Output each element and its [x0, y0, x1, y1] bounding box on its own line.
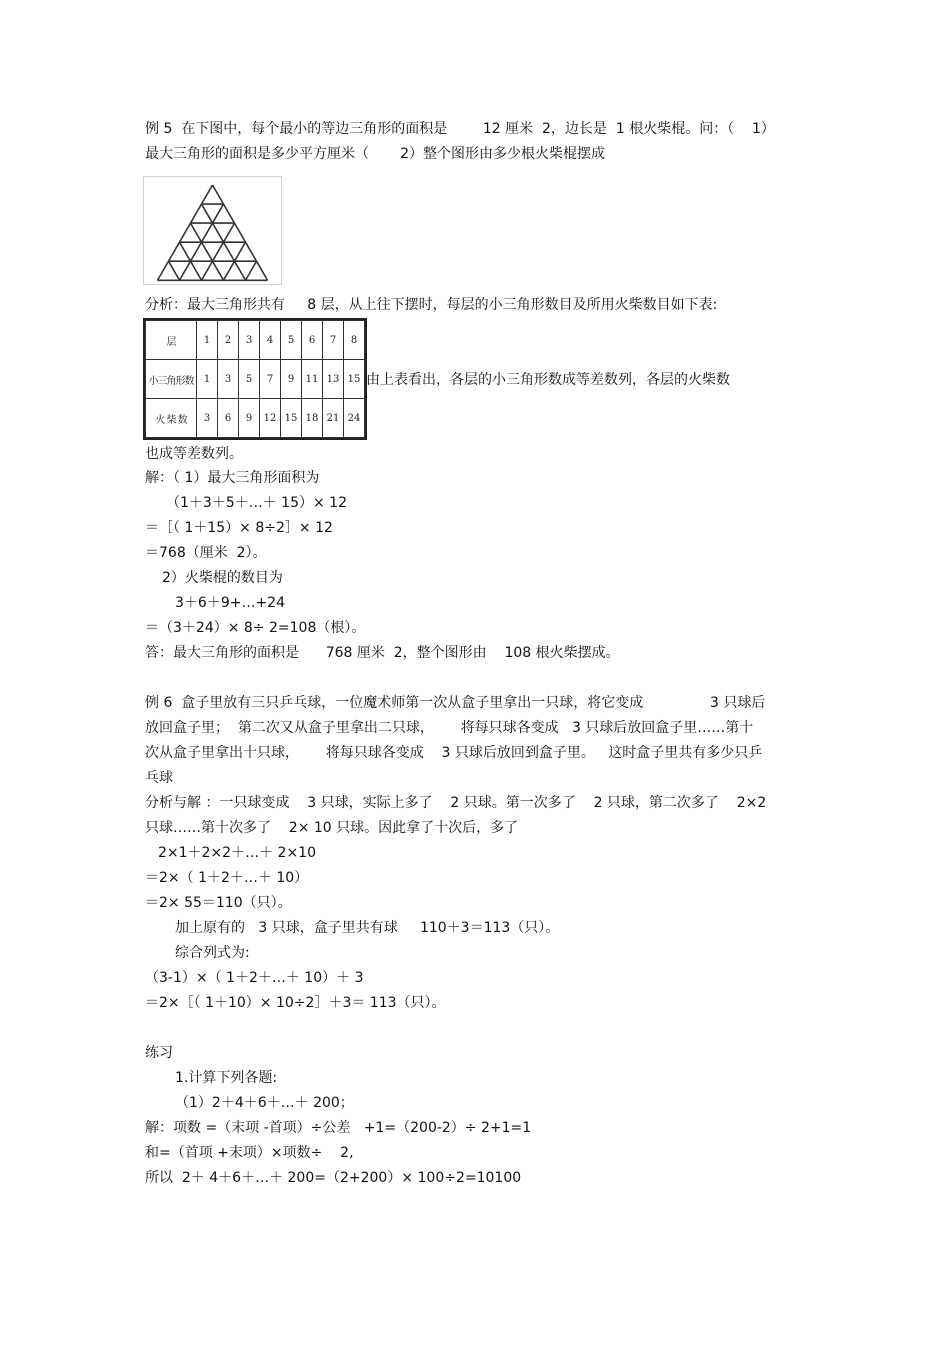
table-cell: 6 — [302, 321, 323, 360]
table-cell: 13 — [323, 360, 344, 399]
ex6-analysis: ＝2×［（ 1＋10）× 10÷2］＋3＝ 113（只）。 — [145, 995, 446, 1011]
solution-line: ＝［（ 1＋15）× 8÷2］× 12 — [145, 520, 333, 536]
table-cell: 1 — [197, 321, 218, 360]
practice-question: （1）2＋4＋6＋…＋ 200； — [175, 1095, 354, 1111]
practice-solution: 解：项数 =（末项 -首项）÷公差 +1=（200-2）÷ 2+1=1 — [145, 1120, 532, 1136]
table-cell: 15 — [344, 360, 365, 399]
ex6-analysis: ＝2×（ 1＋2＋…＋ 10） — [145, 870, 309, 886]
solution-line: （1＋3＋5＋…＋ 15）× 12 — [166, 495, 347, 511]
solution-line: 3＋6＋9+…+24 — [175, 595, 285, 611]
answer-line: 答：最大三角形的面积是 768 厘米 2，整个图形由 108 根火柴摆成。 — [145, 645, 620, 661]
table-cell: 5 — [281, 321, 302, 360]
table-cell: 24 — [344, 399, 365, 438]
table-cell: 3 — [239, 321, 260, 360]
matchstick-line — [246, 261, 257, 280]
ex6-line: 次从盒子里拿出十只球， 将每只球各变成 3 只球后放回到盒子里。 这时盒子里共有多少只乒 — [145, 745, 763, 761]
ex6-analysis: 加上原有的 3 只球，盒子里共有球 110＋3＝113（只）。 — [175, 920, 560, 936]
table-cell: 2 — [218, 321, 239, 360]
layer-table-grid — [145, 320, 365, 438]
solution-line: ＝（3＋24）× 8÷ 2=108（根）。 — [145, 620, 366, 636]
practice-item: 1.计算下列各题: — [175, 1070, 278, 1086]
table-cell: 3 — [218, 360, 239, 399]
matchstick-line — [213, 185, 268, 280]
table-cell: 5 — [239, 360, 260, 399]
table-cell: 11 — [302, 360, 323, 399]
table-note: 由上表看出，各层的小三角形数成等差数列，各层的火柴数 — [366, 372, 730, 388]
table-row-label: 层 — [146, 321, 197, 360]
ex6-analysis: （3-1）×（ 1＋2＋…＋ 10）＋ 3 — [145, 970, 364, 986]
ex6-line: 放回盒子里； 第二次又从盒子里拿出二只球， 将每只球各变成 3 只球后放回盒子里……第十 — [145, 720, 754, 736]
solution-line: ＝768（厘米 2）。 — [145, 545, 267, 561]
solution-line: 2）火柴棍的数目为 — [162, 570, 283, 586]
table-row — [146, 321, 365, 360]
table-cell: 7 — [323, 321, 344, 360]
practice-title: 练习 — [145, 1045, 173, 1061]
table-cell: 3 — [197, 399, 218, 438]
triangle-figure — [143, 176, 282, 285]
table-cell: 6 — [218, 399, 239, 438]
table-cell: 12 — [260, 399, 281, 438]
table-cell: 8 — [344, 321, 365, 360]
ex6-analysis: 2×1＋2×2＋…＋ 2×10 — [158, 845, 316, 861]
ex5-line2: 最大三角形的面积是多少平方厘米（ 2）整个图形由多少根火柴棍摆成 — [145, 146, 606, 162]
matchstick-triangle-grid — [144, 177, 281, 284]
ex6-analysis: 综合列式为: — [175, 945, 250, 961]
solution-heading: 解：（ 1）最大三角形面积为 — [145, 470, 320, 486]
table-row-label: 火 柴 数 — [146, 399, 197, 438]
note-continued: 也成等差数列。 — [145, 446, 243, 462]
table-cell: 1 — [197, 360, 218, 399]
table-row — [146, 399, 365, 438]
matchstick-line — [158, 185, 213, 280]
ex5-analysis: 分析：最大三角形共有 8 层，从上往下摆时，每层的小三角形数目及所用火柴数目如下表: — [145, 297, 718, 313]
table-cell: 9 — [239, 399, 260, 438]
ex5-line1: 例 5 在下图中，每个最小的等边三角形的面积是 12 厘米 2，边长是 1 根火柴棍。问：（ 1） — [145, 121, 775, 137]
table-cell: 9 — [281, 360, 302, 399]
practice-solution: 所以 2＋ 4＋6＋…＋ 200=（2+200）× 100÷2=10100 — [145, 1170, 522, 1186]
practice-solution: 和=（首项 +末项）×项数÷ 2, — [145, 1145, 354, 1161]
table-cell: 15 — [281, 399, 302, 438]
table-cell: 4 — [260, 321, 281, 360]
table-row-label: 小三角形数 — [146, 360, 197, 399]
matchstick-line — [169, 261, 180, 280]
table-row — [146, 360, 365, 399]
table-cell: 21 — [323, 399, 344, 438]
ex6-analysis: ＝2× 55＝110（只）。 — [145, 895, 292, 911]
table-cell: 7 — [260, 360, 281, 399]
ex6-line: 乓球 — [145, 770, 173, 786]
ex6-line: 例 6 盒子里放有三只乒乓球，一位魔术师第一次从盒子里拿出一只球，将它变成 3 只球后 — [145, 695, 766, 711]
ex6-analysis: 只球……第十次多了 2× 10 只球。因此拿了十次后，多了 — [145, 820, 519, 836]
layer-table — [143, 318, 367, 440]
ex6-analysis: 分析与解 ：一只球变成 3 只球，实际上多了 2 只球。第一次多了 2 只球，第二次多了 2×2 — [145, 795, 767, 811]
table-cell: 18 — [302, 399, 323, 438]
